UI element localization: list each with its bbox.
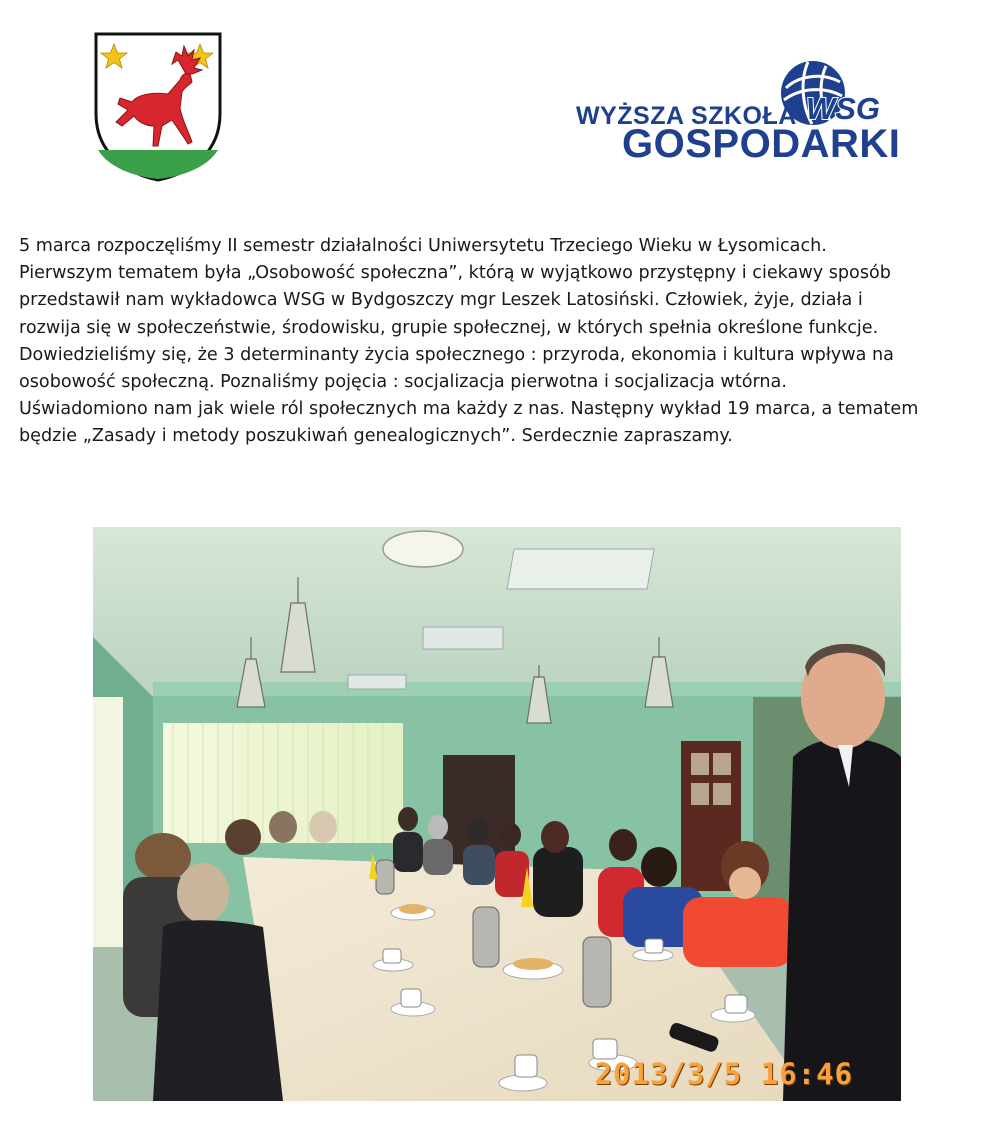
wsg-mark: WSG (806, 91, 881, 126)
photo-scene (93, 527, 901, 1101)
photo-timestamp: 2013/3/5 16:46 (594, 1057, 853, 1091)
article-text (19, 233, 984, 451)
article-line: będzie „Zasady i metody poszukiwań genealogicznych”. Serdecznie zapraszamy. (19, 426, 733, 447)
wsg-logo (576, 58, 901, 168)
logo-line-1: WYŻSZA SZKOŁA (576, 102, 797, 130)
article-line: Uświadomiono nam jak wiele ról społecznych ma każdy z nas. Następny wykład 19 marca, a tematem (19, 399, 919, 420)
article-line: Dowiedzieliśmy się, że 3 determinanty życia społecznego : przyroda, ekonomia i kultura wpływa na (19, 344, 894, 365)
article-line: rozwija się w społeczeństwie, środowisku, grupie społecznej, w których spełnia określone funkcje. (19, 317, 879, 338)
deer-coat-of-arms-icon (92, 30, 224, 182)
logo-line-2: GOSPODARKI (622, 122, 901, 166)
lecture-photo (93, 527, 901, 1101)
coat-of-arms (92, 30, 224, 182)
article-line: przedstawił nam wykładowca WSG w Bydgoszczy mgr Leszek Latosiński. Człowiek, żyje, działa i (19, 290, 863, 311)
article-line: osobowość społeczną. Poznaliśmy pojęcia : socjalizacja pierwotna i socjalizacja wtórna. (19, 372, 787, 393)
article-line: 5 marca rozpoczęliśmy II semestr działalności Uniwersytetu Trzeciego Wieku w Łysomicach. (19, 236, 827, 256)
article-line: Pierwszym tematem była „Osobowość społeczna”, którą w wyjątkowo przystępny i ciekawy sposób (19, 263, 891, 284)
